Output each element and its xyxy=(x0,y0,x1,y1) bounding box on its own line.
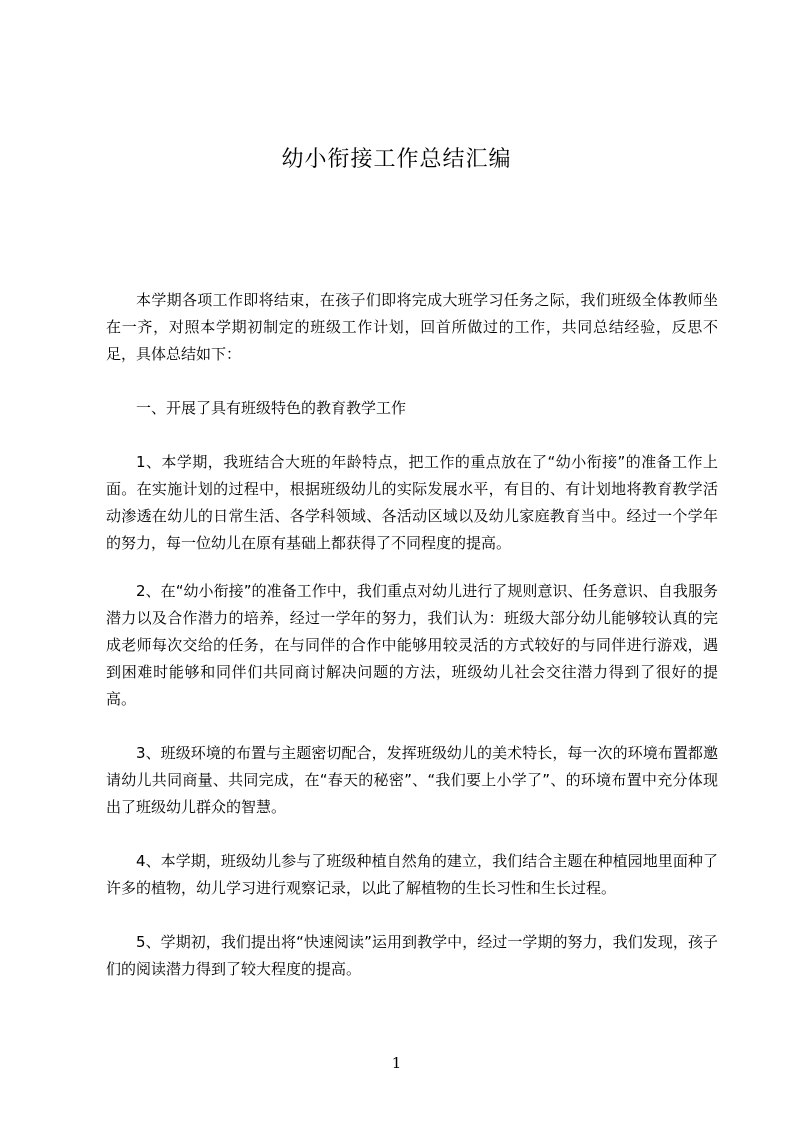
paragraph-item-1: 1、本学期，我班结合大班的年龄特点，把工作的重点放在了“幼小衔接”的准备工作上面。在实施计划的过程中，根据班级幼儿的实际发展水平，有目的、有计划地将教育教学活动渗透在幼儿的日常生活、各学科领域、各活动区域以及幼儿家庭教育当中。经过一个学年的努力，每一位幼儿在原有基础上都获得了不同程度的提高。 xyxy=(106,453,718,552)
intro-paragraph: 本学期各项工作即将结束，在孩子们即将完成大班学习任务之际，我们班级全体教师坐在一齐，对照本学期初制定的班级工作计划，回首所做过的工作，共同总结经验，反思不足，具体总结如下： xyxy=(106,291,718,363)
page-number: 1 xyxy=(391,1054,402,1072)
paragraph-item-3: 3、班级环境的布置与主题密切配合，发挥班级幼儿的美术特长，每一次的环境布置都邀请幼儿共同商量、共同完成，在“春天的秘密”、“我们要上小学了”、的环境布置中充分体现出了班级幼儿群众的智慧。 xyxy=(106,744,718,816)
section-heading: 一、开展了具有班级特色的教育教学工作 xyxy=(136,399,407,417)
paragraph-item-4: 4、本学期，班级幼儿参与了班级种植自然角的建立，我们结合主题在种植园地里面种了许多的植物，幼儿学习进行观察记录，以此了解植物的生长习性和生长过程。 xyxy=(106,852,718,897)
paragraph-item-5: 5、学期初，我们提出将“快速阅读”运用到教学中，经过一学期的努力，我们发现，孩子们的阅读潜力得到了较大程度的提高。 xyxy=(106,933,718,978)
paragraph-item-2: 2、在“幼小衔接”的准备工作中，我们重点对幼儿进行了规则意识、任务意识、自我服务潜力以及合作潜力的培养，经过一学年的努力，我们认为：班级大部分幼儿能够较认真的完成老师每次交给的任务，在与同伴的合作中能够用较灵活的方式较好的与同伴进行游戏，遇到困难时能够和同伴们共同商讨解决问题的方法，班级幼儿社会交往潜力得到了很好的提高。 xyxy=(106,582,718,708)
document-title: 幼小衔接工作总结汇编 xyxy=(281,147,512,172)
